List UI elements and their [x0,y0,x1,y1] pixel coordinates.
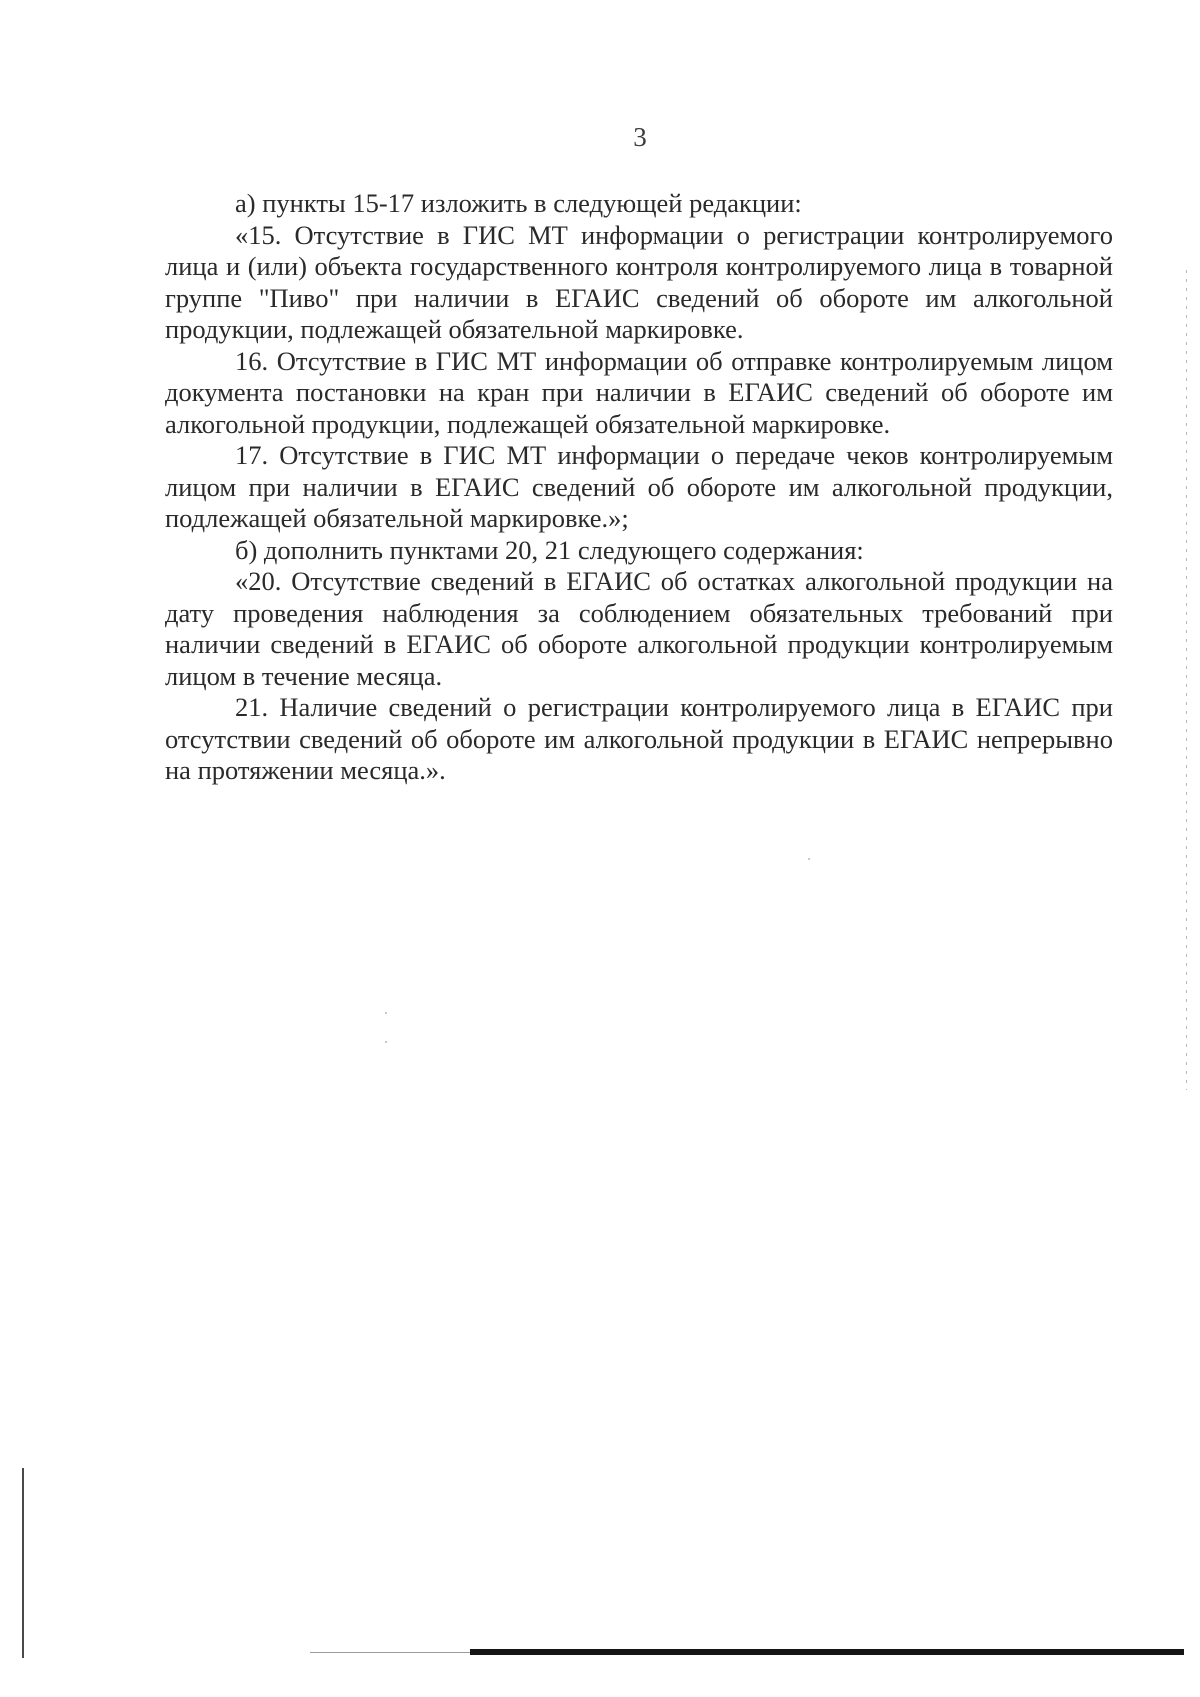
scan-speck [385,1041,387,1043]
paragraph-item-15: «15. Отсутствие в ГИС МТ информации о регистрации контролируемого лица и (или) объекта государственного контроля контролируемого лица в товарной группе "Пиво" при наличии в ЕГАИС сведений об обороте им алкогольной продукции, подлежащей обязательной маркировке. [165,219,1113,344]
scan-speck [808,858,810,860]
page-number: 3 [633,122,647,152]
paragraph-item-20: «20. Отсутствие сведений в ЕГАИС об остатках алкогольной продукции на дату проведения наблюдения за соблюдением обязательных требований при наличии сведений в ЕГАИС об обороте алкогольной продукции контролируемым лицом в течение месяца. [165,566,1113,691]
scan-edge-right [1186,270,1187,1090]
paragraph-item-16: 16. Отсутствие в ГИС МТ информации об отправке контролируемым лицом документа постановки на кран при наличии в ЕГАИС сведений об обороте им алкогольной продукции, подлежащей обязательной маркировке. [165,345,1113,439]
scan-bottom-line-faint [310,1652,470,1653]
scan-edge-left [22,1468,24,1658]
paragraph-item-21: 21. Наличие сведений о регистрации контролируемого лица в ЕГАИС при отсутствии сведений об обороте им алкогольной продукции в ЕГАИС непрерывно на протяжении месяца.». [165,692,1113,785]
document-body [165,188,1113,787]
paragraph-item-17: 17. Отсутствие в ГИС МТ информации о передаче чеков контролируемым лицом при наличии в ЕГАИС сведений об обороте им алкогольной продукции, подлежащей обязательной маркировке.»; [165,440,1113,533]
scan-speck [385,1012,387,1014]
scan-bottom-line [470,1649,1184,1655]
paragraph-amendment-b: б) дополнить пунктами 20, 21 следующего содержания: [235,534,864,565]
paragraph-amendment-a: а) пункты 15-17 изложить в следующей редакции: [235,188,802,218]
